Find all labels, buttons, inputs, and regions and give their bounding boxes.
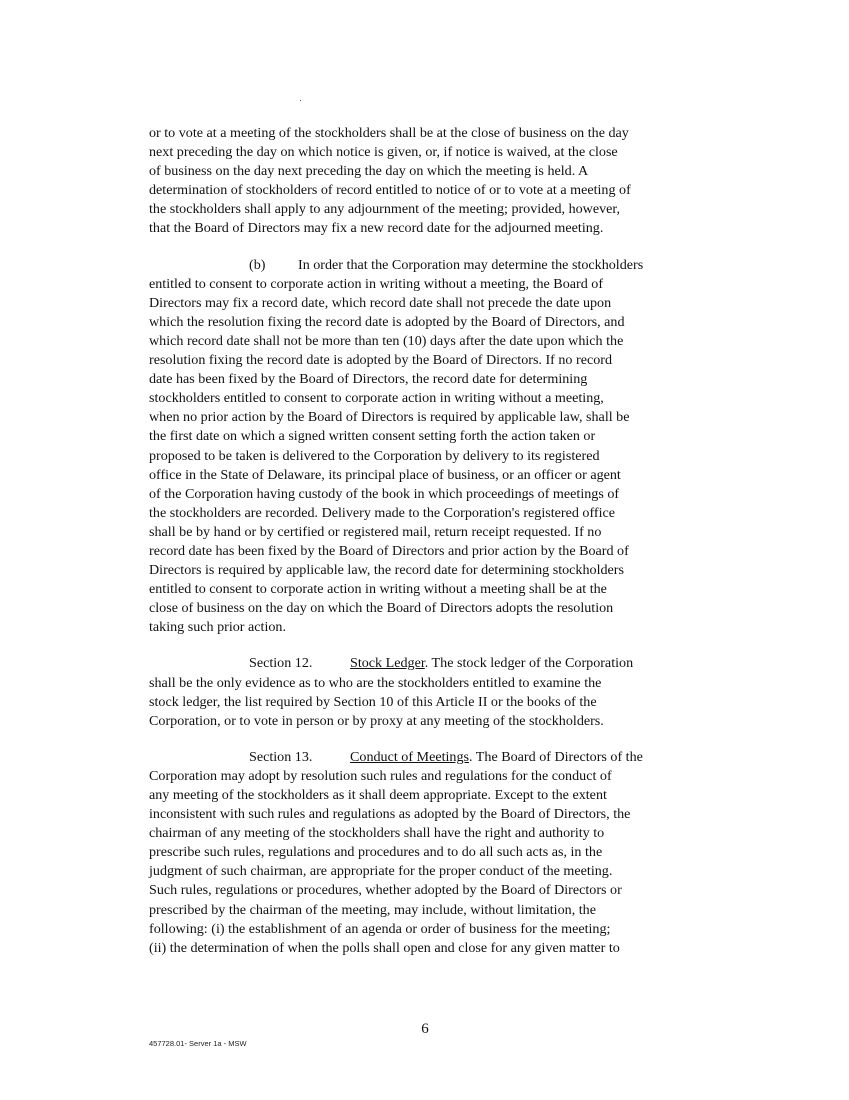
paragraph-b-first-line [149,256,727,275]
section-13-first-line [149,748,727,767]
text-line: judgment of such chairman, are appropriate for the proper conduct of the meeting. [149,863,613,880]
text-line: that the Board of Directors may fix a new record date for the adjourned meeting. [149,220,604,237]
text-line: entitled to consent to corporate action in writing without a meeting shall be at the [149,581,607,598]
body-text [149,124,727,958]
text-line: stockholders entitled to consent to corporate action in writing without a meeting, [149,390,604,407]
paragraph-continuation [149,124,727,239]
text-line: (ii) the determination of when the polls shall open and close for any given matter to [149,939,620,956]
text-line: Corporation, or to vote in person or by proxy at any meeting of the stockholders. [149,712,604,729]
text-fragment: . The Board of Directors of the [469,748,643,765]
section-heading: Stock Ledger [350,655,425,672]
text-line: proposed to be taken is delivered to the Corporation by delivery to its registered [149,447,600,464]
text-line: record date has been fixed by the Board of Directors and prior action by the Board of [149,542,629,559]
text-line: office in the State of Delaware, its principal place of business, or an officer or agent [149,466,621,483]
text-line: resolution fixing the record date is adopted by the Board of Directors. If no record [149,352,612,369]
section-13 [149,748,727,958]
text-line: of the Corporation having custody of the book in which proceedings of meetings of [149,485,620,502]
subsection-label: (b) [249,256,266,273]
text-line: of business on the day next preceding the day on which the meeting is held. A [149,163,589,180]
text-line: In order that the Corporation may determine the stockholders [298,256,644,273]
text-line: entitled to consent to corporate action in writing without a meeting, the Board of [149,275,604,292]
text-line: date has been fixed by the Board of Directors, the record date for determining [149,371,588,388]
text-line: when no prior action by the Board of Directors is required by applicable law, shall be [149,409,630,426]
text-line: following: (i) the establishment of an agenda or order of business for the meeting; [149,920,611,937]
text-line: which record date shall not be more than ten (10) days after the date upon which the [149,332,624,349]
section-12 [149,654,727,730]
page-number: 6 [421,1021,429,1037]
text-line: shall be by hand or by certified or registered mail, return receipt requested. If no [149,523,602,540]
text-line: which the resolution fixing the record date is adopted by the Board of Directors, and [149,313,625,330]
scan-speck [300,100,301,101]
text-line: stock ledger, the list required by Section 10 of this Article II or the books of the [149,693,597,710]
paragraph-b [149,256,727,638]
section-number: Section 12. [249,655,313,672]
section-number: Section 13. [249,748,313,765]
text-line: taking such prior action. [149,619,286,636]
section-12-first-line [149,654,727,673]
text-fragment: . The stock ledger of the Corporation [424,655,634,672]
text-line: Such rules, regulations or procedures, whether adopted by the Board of Directors or [149,882,622,899]
text-line: determination of stockholders of record entitled to notice of or to vote at a meeting of [149,182,631,199]
text-line: chairman of any meeting of the stockholders shall have the right and authority to [149,825,605,842]
text-line: Corporation may adopt by resolution such rules and regulations for the conduct of [149,767,612,784]
text-line: any meeting of the stockholders as it shall deem appropriate. Except to the extent [149,787,607,803]
text-line: close of business on the day on which the Board of Directors adopts the resolution [149,600,614,617]
text-line: the stockholders shall apply to any adjournment of the meeting; provided, however, [149,201,621,218]
text-line: Directors may fix a record date, which record date shall not precede the date upon [149,294,612,311]
text-line: the first date on which a signed written consent setting forth the action taken or [149,428,596,445]
document-id-footer: 457728.01- Server 1a - MSW [149,1039,247,1048]
text-line: the stockholders are recorded. Delivery made to the Corporation's registered office [149,504,616,521]
text-line: Directors is required by applicable law, the record date for determining stockholders [149,562,624,579]
text-line: prescribed by the chairman of the meeting, may include, without limitation, the [149,901,596,918]
text-line: next preceding the day on which notice is given, or, if notice is waived, at the close [149,144,618,161]
text-line: inconsistent with such rules and regulations as adopted by the Board of Directors, the [149,806,631,823]
text-line: prescribe such rules, regulations and procedures and to do all such acts as, in the [149,844,603,861]
text-line: or to vote at a meeting of the stockholders shall be at the close of business on the day [149,125,629,141]
section-heading: Conduct of Meetings [350,748,469,765]
text-line: shall be the only evidence as to who are the stockholders entitled to examine the [149,674,602,691]
